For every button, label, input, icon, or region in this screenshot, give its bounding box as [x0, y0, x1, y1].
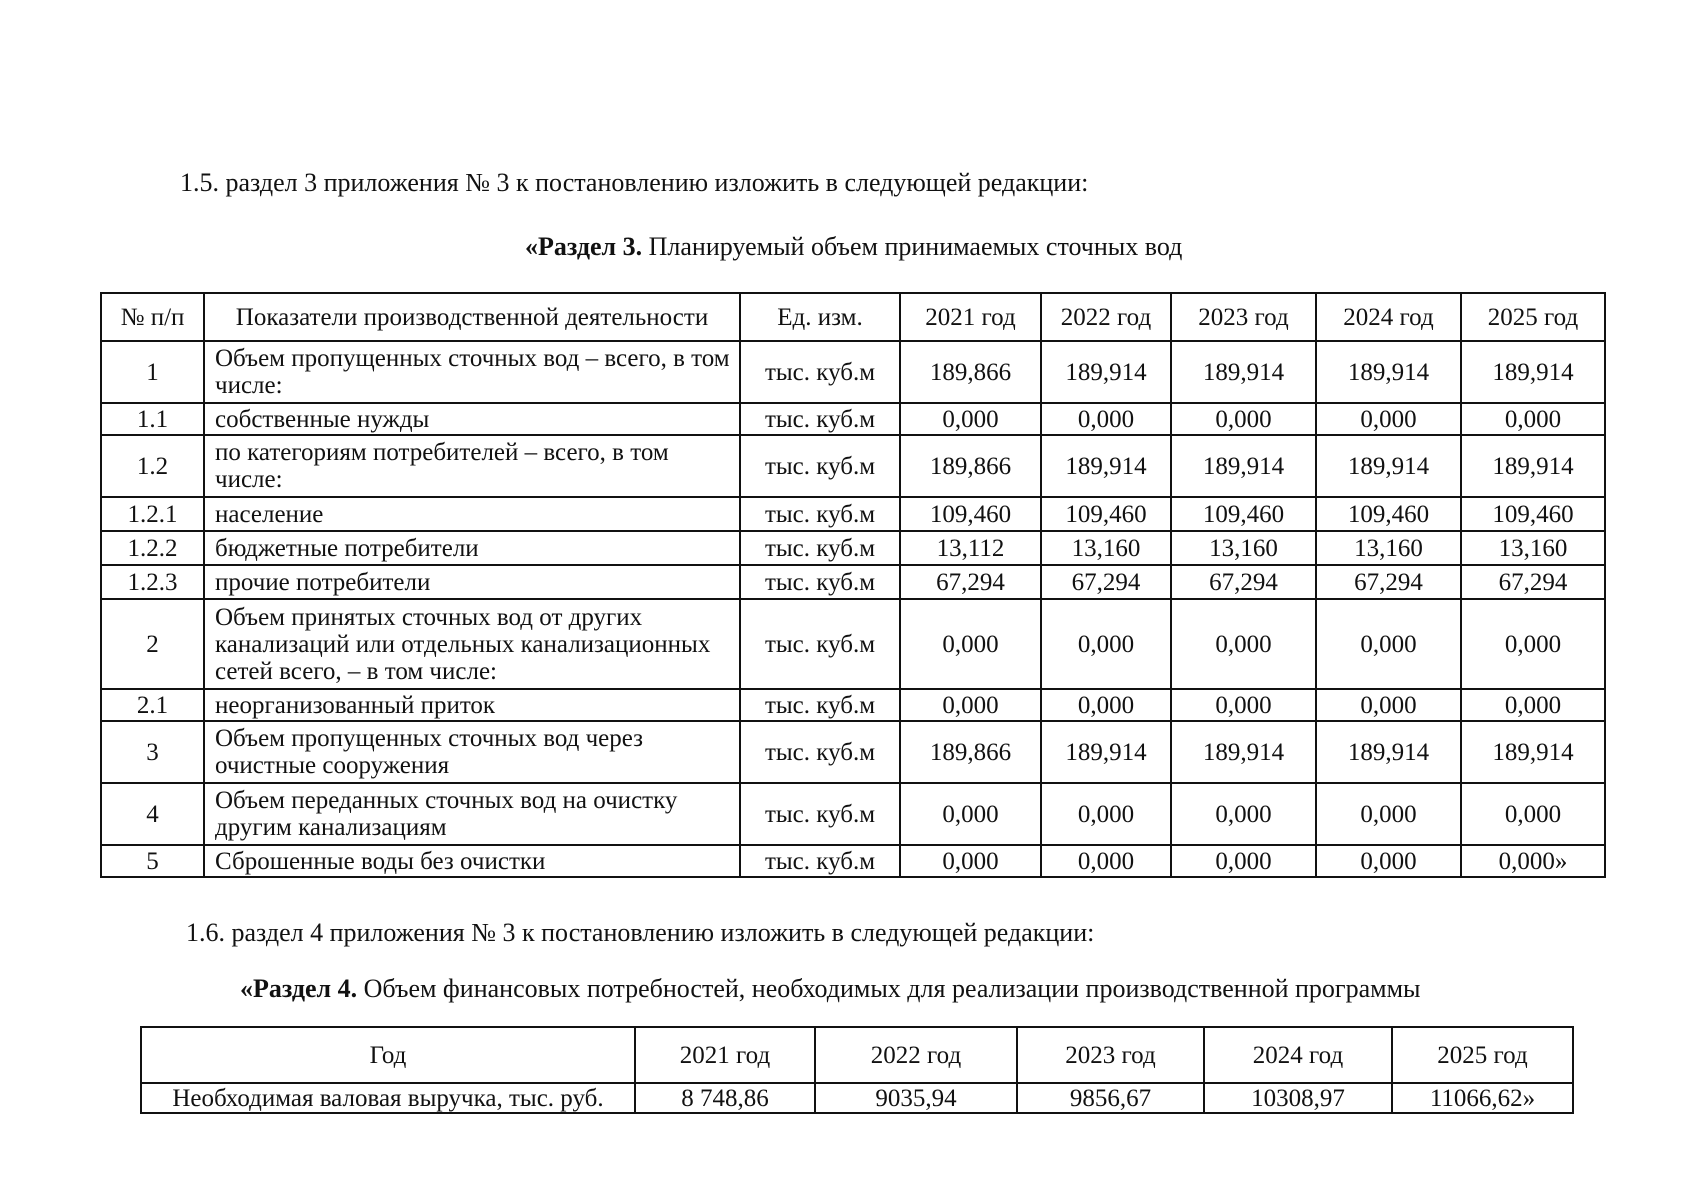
row-value-2025: 0,000	[1461, 783, 1605, 845]
row-label: Необходимая валовая выручка, тыс. руб.	[141, 1083, 635, 1113]
row-value-2024: 0,000	[1316, 845, 1461, 877]
row-value-2023: 0,000	[1171, 689, 1316, 721]
row-value-2024: 189,914	[1316, 721, 1461, 783]
row-unit: тыс. куб.м	[740, 721, 900, 783]
row-value-2021: 0,000	[900, 403, 1041, 435]
row-indicator: собственные нужды	[204, 403, 740, 435]
table4-header-2023: 2023 год	[1017, 1027, 1204, 1083]
row-unit: тыс. куб.м	[740, 689, 900, 721]
row-value-2024: 189,914	[1316, 341, 1461, 403]
table3-header-unit: Ед. изм.	[740, 293, 900, 341]
row-value-2025: 189,914	[1461, 435, 1605, 497]
section4-table	[140, 1026, 1574, 1114]
table3-header-2022: 2022 год	[1041, 293, 1171, 341]
table3-header-2024: 2024 год	[1316, 293, 1461, 341]
row-value-2025: 11066,62»	[1392, 1083, 1573, 1113]
row-value-2021: 0,000	[900, 599, 1041, 689]
table4-header-2024: 2024 год	[1204, 1027, 1392, 1083]
row-number: 1	[101, 341, 204, 403]
row-value-2021: 0,000	[900, 689, 1041, 721]
row-value-2025: 0,000	[1461, 599, 1605, 689]
row-value-2024: 0,000	[1316, 783, 1461, 845]
row-value-2025: 0,000»	[1461, 845, 1605, 877]
row-value-2023: 0,000	[1171, 403, 1316, 435]
table-row	[101, 689, 1605, 721]
row-value-2021: 0,000	[900, 783, 1041, 845]
table-row	[101, 565, 1605, 599]
row-indicator: по категориям потребителей – всего, в том числе:	[204, 435, 740, 497]
row-value-2023: 189,914	[1171, 435, 1316, 497]
row-unit: тыс. куб.м	[740, 435, 900, 497]
row-number: 2.1	[101, 689, 204, 721]
table3-header-row	[101, 293, 1605, 341]
table-row	[101, 403, 1605, 435]
row-number: 1.2.1	[101, 497, 204, 531]
row-unit: тыс. куб.м	[740, 497, 900, 531]
row-value-2021: 109,460	[900, 497, 1041, 531]
row-value-2022: 0,000	[1041, 599, 1171, 689]
row-value-2024: 0,000	[1316, 599, 1461, 689]
row-value-2023: 9856,67	[1017, 1083, 1204, 1113]
row-unit: тыс. куб.м	[740, 341, 900, 403]
row-value-2024: 189,914	[1316, 435, 1461, 497]
table4-header-2021: 2021 год	[635, 1027, 815, 1083]
row-value-2023: 189,914	[1171, 341, 1316, 403]
table3-header-2025: 2025 год	[1461, 293, 1605, 341]
row-value-2024: 10308,97	[1204, 1083, 1392, 1113]
row-value-2023: 0,000	[1171, 599, 1316, 689]
section4-title	[240, 974, 1421, 1004]
table-row	[101, 435, 1605, 497]
row-value-2021: 189,866	[900, 435, 1041, 497]
table3-header-2021: 2021 год	[900, 293, 1041, 341]
row-unit: тыс. куб.м	[740, 565, 900, 599]
row-value-2025: 189,914	[1461, 341, 1605, 403]
section3-table	[100, 292, 1606, 878]
row-unit: тыс. куб.м	[740, 531, 900, 565]
row-indicator: прочие потребители	[204, 565, 740, 599]
table3-header-indicator: Показатели производственной деятельности	[204, 293, 740, 341]
row-value-2025: 109,460	[1461, 497, 1605, 531]
row-value-2022: 9035,94	[815, 1083, 1017, 1113]
row-value-2022: 189,914	[1041, 721, 1171, 783]
row-number: 5	[101, 845, 204, 877]
section3-intro: 1.5. раздел 3 приложения № 3 к постановлению изложить в следующей редакции:	[180, 168, 1089, 197]
row-value-2025: 13,160	[1461, 531, 1605, 565]
row-indicator: Объем переданных сточных вод на очистку другим канализациям	[204, 783, 740, 845]
row-value-2022: 109,460	[1041, 497, 1171, 531]
row-value-2025: 67,294	[1461, 565, 1605, 599]
row-unit: тыс. куб.м	[740, 403, 900, 435]
table4-header-year: Год	[141, 1027, 635, 1083]
section3-title-rest: Планируемый объем принимаемых сточных вод	[642, 232, 1183, 261]
row-value-2024: 13,160	[1316, 531, 1461, 565]
row-number: 1.1	[101, 403, 204, 435]
section4-title-bold: «Раздел 4.	[240, 974, 358, 1003]
table-row	[101, 497, 1605, 531]
row-value-2023: 67,294	[1171, 565, 1316, 599]
row-indicator: Сброшенные воды без очистки	[204, 845, 740, 877]
row-value-2022: 189,914	[1041, 341, 1171, 403]
row-value-2024: 67,294	[1316, 565, 1461, 599]
row-indicator: бюджетные потребители	[204, 531, 740, 565]
row-indicator: население	[204, 497, 740, 531]
table3-header-2023: 2023 год	[1171, 293, 1316, 341]
table-row	[141, 1083, 1573, 1113]
row-value-2024: 0,000	[1316, 403, 1461, 435]
row-value-2023: 13,160	[1171, 531, 1316, 565]
table4-header-2022: 2022 год	[815, 1027, 1017, 1083]
row-value-2021: 13,112	[900, 531, 1041, 565]
row-number: 4	[101, 783, 204, 845]
section3-title-bold: «Раздел 3.	[525, 232, 643, 261]
section4-title-rest: Объем финансовых потребностей, необходимых для реализации производственной программы	[357, 974, 1421, 1003]
table4-header-row	[141, 1027, 1573, 1083]
row-indicator: неорганизованный приток	[204, 689, 740, 721]
table-row	[101, 341, 1605, 403]
row-indicator: Объем пропущенных сточных вод через очистные сооружения	[204, 721, 740, 783]
row-value-2023: 0,000	[1171, 845, 1316, 877]
table4-header-2025: 2025 год	[1392, 1027, 1573, 1083]
row-value-2025: 0,000	[1461, 403, 1605, 435]
section3-title	[525, 232, 1182, 262]
row-number: 1.2	[101, 435, 204, 497]
row-value-2022: 0,000	[1041, 783, 1171, 845]
row-number: 1.2.2	[101, 531, 204, 565]
row-value-2022: 0,000	[1041, 845, 1171, 877]
row-value-2022: 0,000	[1041, 689, 1171, 721]
row-value-2024: 109,460	[1316, 497, 1461, 531]
row-unit: тыс. куб.м	[740, 783, 900, 845]
row-number: 3	[101, 721, 204, 783]
row-unit: тыс. куб.м	[740, 845, 900, 877]
row-number: 1.2.3	[101, 565, 204, 599]
row-number: 2	[101, 599, 204, 689]
row-value-2022: 13,160	[1041, 531, 1171, 565]
row-value-2021: 67,294	[900, 565, 1041, 599]
row-value-2023: 109,460	[1171, 497, 1316, 531]
row-value-2022: 67,294	[1041, 565, 1171, 599]
row-value-2023: 0,000	[1171, 783, 1316, 845]
row-value-2021: 0,000	[900, 845, 1041, 877]
row-value-2024: 0,000	[1316, 689, 1461, 721]
table-row	[101, 599, 1605, 689]
section4-intro: 1.6. раздел 4 приложения № 3 к постановлению изложить в следующей редакции:	[186, 918, 1095, 947]
row-value-2022: 189,914	[1041, 435, 1171, 497]
row-indicator: Объем пропущенных сточных вод – всего, в том числе:	[204, 341, 740, 403]
table-row	[101, 531, 1605, 565]
row-value-2021: 189,866	[900, 721, 1041, 783]
table-row	[101, 783, 1605, 845]
row-value-2021: 189,866	[900, 341, 1041, 403]
row-value-2023: 189,914	[1171, 721, 1316, 783]
table-row	[101, 721, 1605, 783]
row-unit: тыс. куб.м	[740, 599, 900, 689]
row-value-2025: 0,000	[1461, 689, 1605, 721]
row-value-2021: 8 748,86	[635, 1083, 815, 1113]
table3-header-num: № п/п	[101, 293, 204, 341]
row-indicator: Объем принятых сточных вод от других канализаций или отдельных канализационных сетей всего, – в том числе:	[204, 599, 740, 689]
row-value-2022: 0,000	[1041, 403, 1171, 435]
row-value-2025: 189,914	[1461, 721, 1605, 783]
table-row	[101, 845, 1605, 877]
